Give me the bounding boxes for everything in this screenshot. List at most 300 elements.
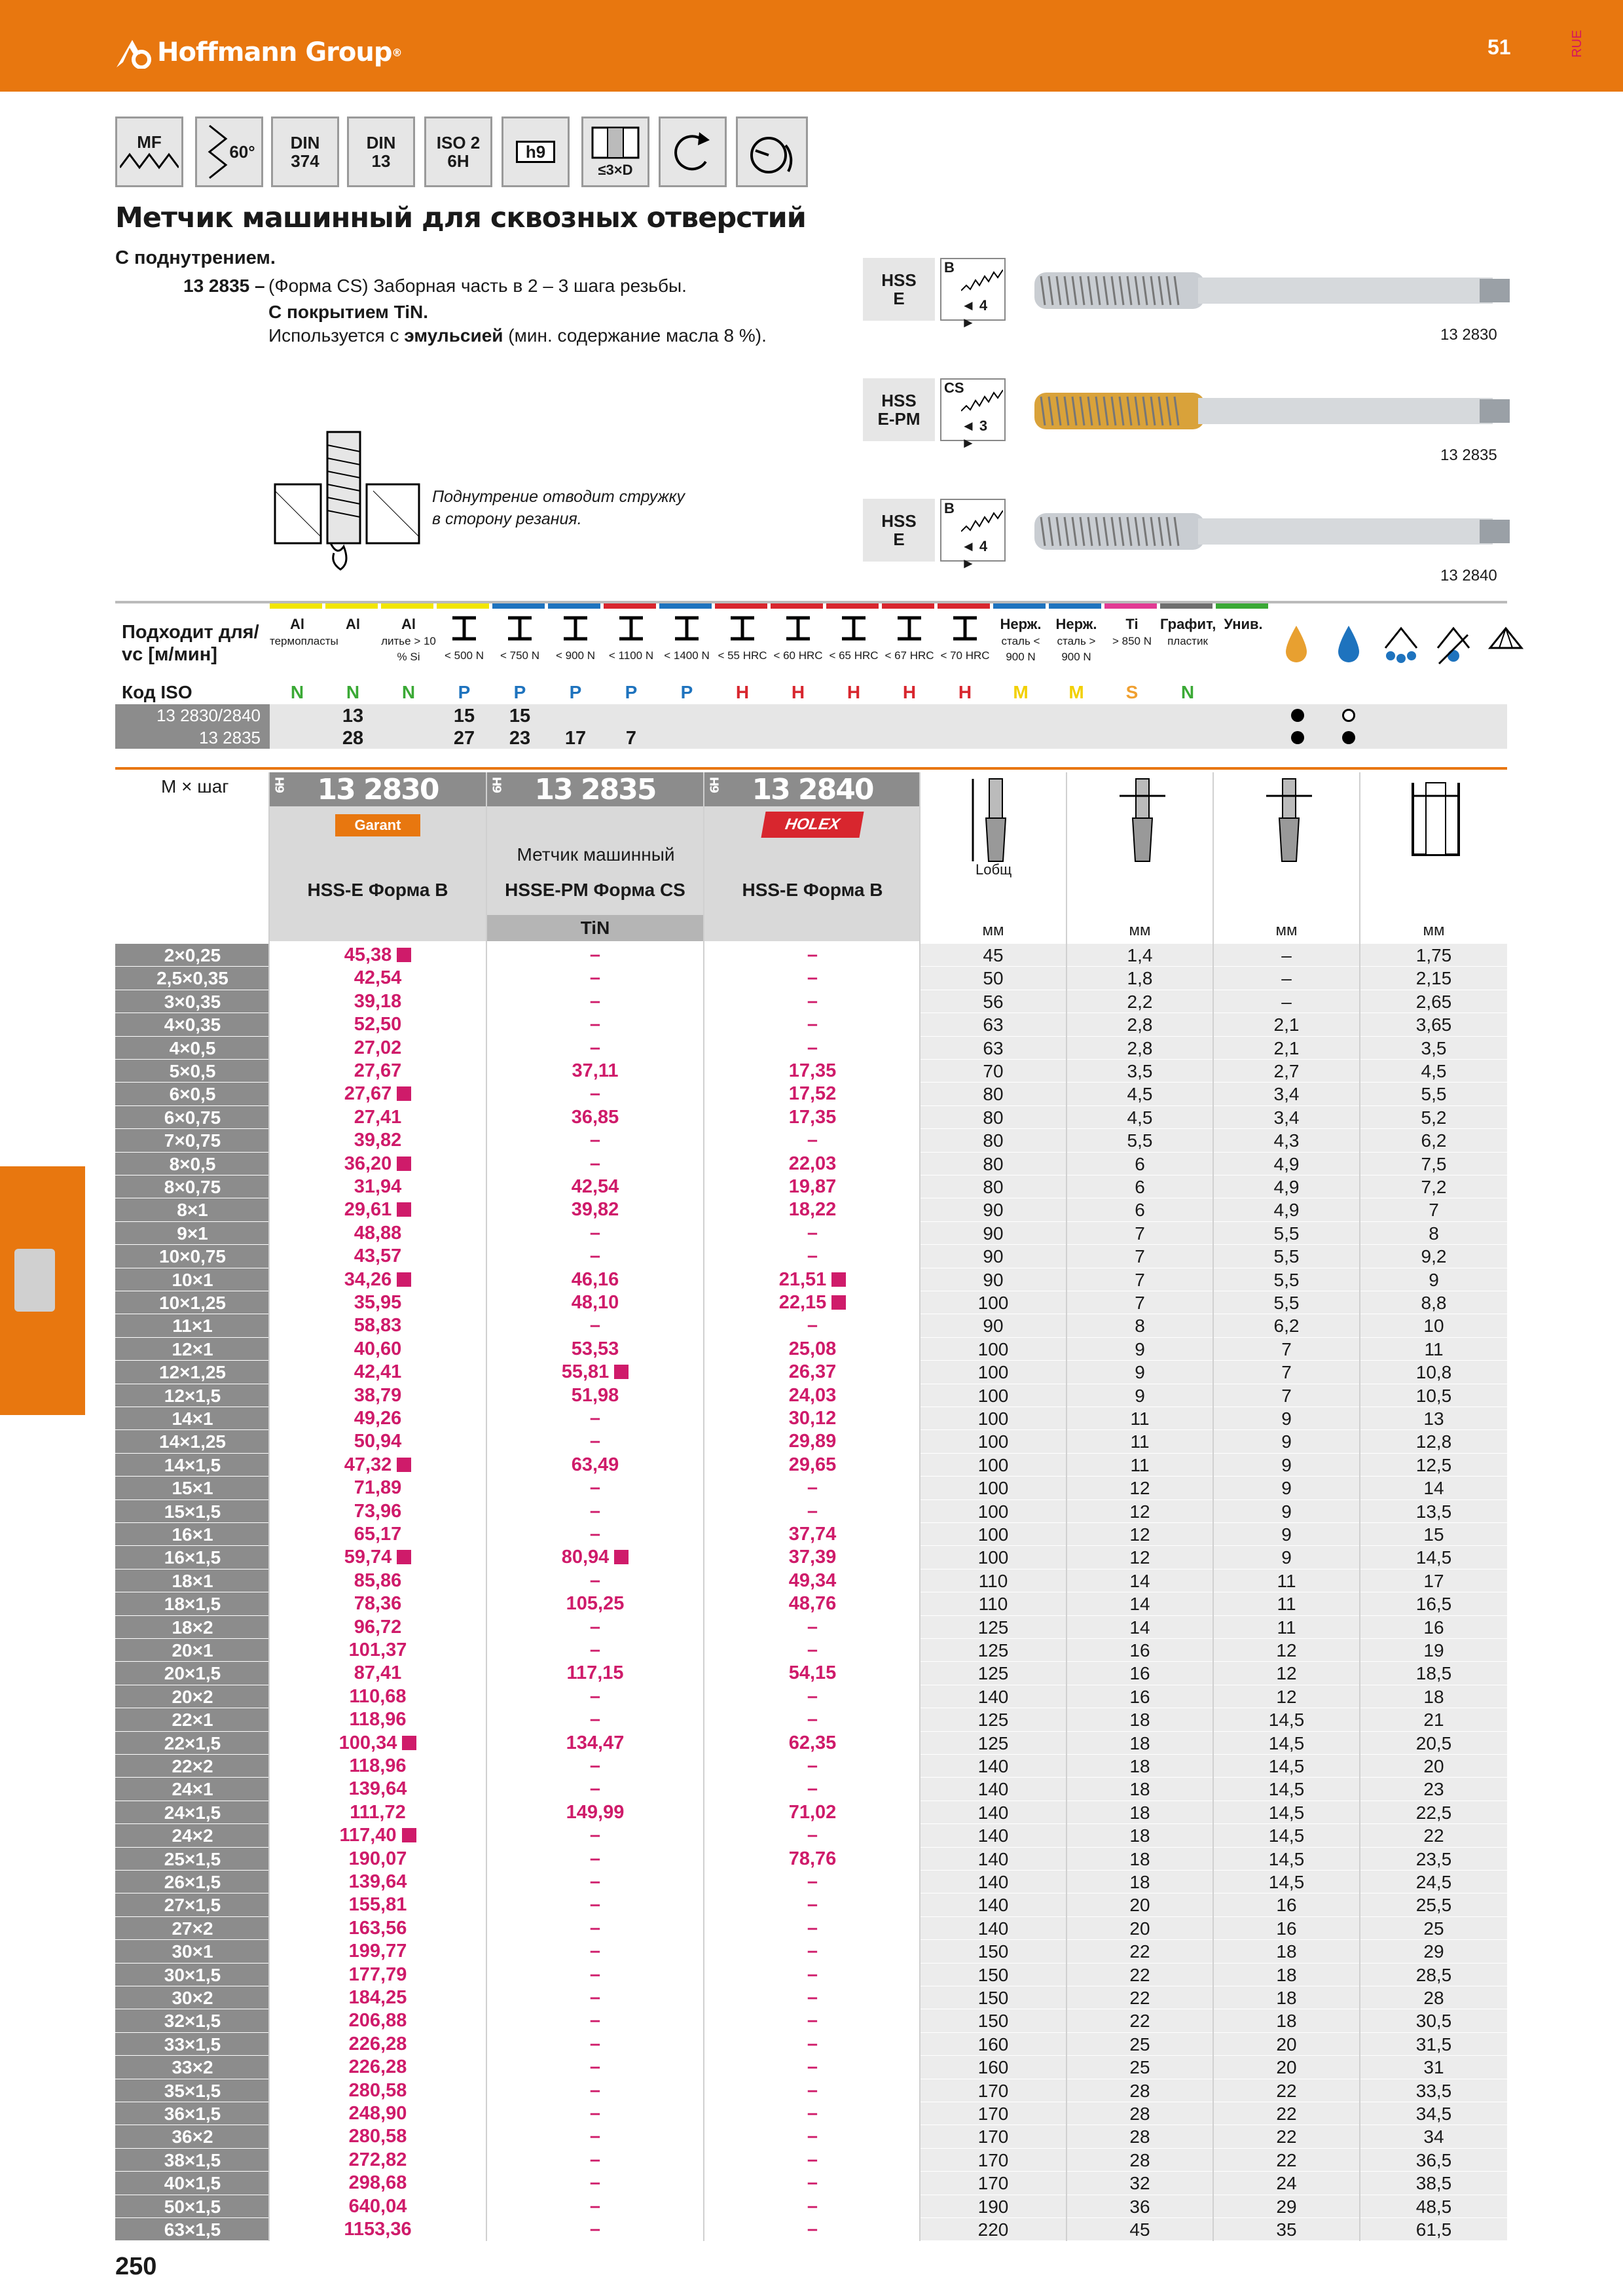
price-cell bbox=[270, 1824, 486, 1847]
dimension-cell: 24 bbox=[1214, 2172, 1359, 2195]
price-value: – bbox=[589, 2126, 601, 2147]
dimension-cell: 6 bbox=[1067, 1175, 1213, 1198]
dimension-cell: 140 bbox=[921, 1848, 1066, 1871]
dimension-cell: 14,5 bbox=[1214, 1848, 1359, 1871]
price-cell bbox=[487, 1801, 703, 1824]
matrix-col-title: Нерж. bbox=[1000, 616, 1042, 632]
price-value: 105,25 bbox=[566, 1593, 625, 1615]
iso-code: M bbox=[1068, 682, 1084, 702]
price-value: – bbox=[589, 1153, 601, 1174]
price-cell bbox=[270, 2195, 486, 2218]
dimension-cell: 18 bbox=[1360, 1685, 1507, 1708]
row-size: 10×1 bbox=[115, 1268, 270, 1291]
dimension-cell: 125 bbox=[921, 1662, 1066, 1685]
air-icon bbox=[1486, 622, 1525, 668]
price-value: 43,57 bbox=[354, 1246, 402, 1267]
garant-logo: Garant bbox=[335, 814, 420, 836]
matrix-color-bar bbox=[548, 603, 600, 609]
dimension-cell: 14 bbox=[1360, 1477, 1507, 1499]
tool-material-l2: E bbox=[893, 289, 905, 308]
price-cell bbox=[487, 1153, 703, 1175]
price-value: 52,50 bbox=[354, 1014, 402, 1035]
price-value: – bbox=[589, 944, 601, 965]
row-size: 27×2 bbox=[115, 1917, 270, 1940]
dimension-cell: 15 bbox=[1360, 1523, 1507, 1546]
dimension-cell: 16 bbox=[1067, 1639, 1213, 1662]
row-size: 22×2 bbox=[115, 1755, 270, 1778]
price-value: – bbox=[589, 1941, 601, 1962]
product-code: 13 2830 bbox=[317, 772, 439, 806]
symbol-line1: DIN bbox=[290, 133, 320, 152]
column-divider bbox=[268, 772, 270, 2241]
dimension-cell: 16 bbox=[1067, 1662, 1213, 1685]
dimension-cell: 140 bbox=[921, 1778, 1066, 1801]
page-number: 51 bbox=[1487, 35, 1511, 59]
price-value: – bbox=[589, 1755, 601, 1776]
price-value: 27,67 bbox=[344, 1083, 392, 1105]
matrix-value: 7 bbox=[625, 728, 637, 749]
table-row bbox=[115, 1893, 1507, 1916]
unit-label: мм bbox=[1129, 922, 1151, 939]
row-divider bbox=[115, 2240, 1507, 2241]
dimension-cell: 170 bbox=[921, 2172, 1066, 2195]
tap-image-0 bbox=[1034, 258, 1512, 323]
dimension-cell: 100 bbox=[921, 1430, 1066, 1453]
dimension-cell: 150 bbox=[921, 1964, 1066, 1986]
price-cell bbox=[270, 1291, 486, 1314]
price-cell bbox=[704, 1477, 921, 1499]
matrix-col-sub: < 70 HRC bbox=[940, 649, 990, 662]
dimension-cell: 170 bbox=[921, 2149, 1066, 2172]
price-value: 49,34 bbox=[788, 1570, 837, 1591]
price-value: – bbox=[589, 2219, 601, 2240]
dimension-cell: 18 bbox=[1214, 1964, 1359, 1986]
tool-material-l1: HSS bbox=[881, 270, 917, 290]
price-value: 62,35 bbox=[788, 1732, 837, 1753]
table-row bbox=[115, 2195, 1507, 2218]
table-row bbox=[115, 2009, 1507, 2032]
symbol-line2: 374 bbox=[291, 151, 319, 171]
symbol-7 bbox=[659, 117, 727, 187]
stock-marker bbox=[402, 1736, 416, 1750]
dimension-cell: 140 bbox=[921, 1755, 1066, 1778]
steel-profile-icon bbox=[728, 615, 757, 641]
price-cell bbox=[270, 1616, 486, 1639]
table-row bbox=[115, 1361, 1507, 1384]
table-row bbox=[115, 1801, 1507, 1824]
dimension-cell: 18 bbox=[1067, 1801, 1213, 1824]
price-value: 100,34 bbox=[338, 1732, 397, 1753]
price-value: 117,40 bbox=[339, 1825, 397, 1846]
price-cell bbox=[270, 1662, 486, 1685]
steel-profile-icon bbox=[561, 615, 590, 641]
price-value: 22,15 bbox=[778, 1292, 827, 1313]
price-value: – bbox=[807, 1709, 818, 1731]
dimension-cell: 12 bbox=[1214, 1639, 1359, 1662]
price-value: – bbox=[807, 2079, 818, 2101]
dimension-cell: 25 bbox=[1360, 1917, 1507, 1940]
dimension-cell: 100 bbox=[921, 1291, 1066, 1314]
price-value: 248,90 bbox=[348, 2103, 407, 2124]
row-size: 2,5×0,35 bbox=[115, 967, 270, 990]
angle-icon bbox=[203, 122, 229, 181]
steel-profile-icon bbox=[450, 615, 479, 641]
dimension-cell: 14,5 bbox=[1214, 1755, 1359, 1778]
dimension-cell: 6,2 bbox=[1360, 1129, 1507, 1152]
symbol-line1: MF bbox=[137, 132, 162, 152]
row-size: 25×1,5 bbox=[115, 1848, 270, 1871]
matrix-value: 23 bbox=[509, 728, 531, 749]
dimension-cell: 4,9 bbox=[1214, 1153, 1359, 1175]
dimension-cell: 18 bbox=[1067, 1871, 1213, 1893]
symbol-line1: 60° bbox=[229, 142, 255, 162]
price-value: 34,26 bbox=[344, 1268, 392, 1290]
dimension-cell: 150 bbox=[921, 1940, 1066, 1963]
price-value: – bbox=[807, 1640, 818, 1660]
row-size: 14×1,5 bbox=[115, 1454, 270, 1477]
iso-code: N bbox=[290, 682, 304, 702]
iso-code: P bbox=[625, 682, 638, 702]
price-value: – bbox=[807, 2219, 818, 2240]
iso-code: M bbox=[1013, 682, 1029, 702]
price-cell bbox=[270, 1430, 486, 1453]
dimension-cell: 2,1 bbox=[1214, 1013, 1359, 1036]
table-row bbox=[115, 1222, 1507, 1245]
price-cell bbox=[270, 1940, 486, 1963]
price-cell bbox=[270, 1384, 486, 1407]
row-size: 16×1 bbox=[115, 1523, 270, 1546]
dimension-cell: 21 bbox=[1360, 1708, 1507, 1731]
table-row bbox=[115, 1940, 1507, 1963]
chamfer-icon bbox=[961, 266, 1003, 292]
price-cell bbox=[487, 1662, 703, 1685]
dimension-cell: 4,9 bbox=[1214, 1198, 1359, 1221]
dimension-cell: 80 bbox=[921, 1106, 1066, 1129]
price-cell bbox=[487, 967, 703, 990]
price-value: – bbox=[589, 2149, 601, 2170]
dimension-cell: 80 bbox=[921, 1083, 1066, 1105]
dimension-cell: 11 bbox=[1360, 1338, 1507, 1361]
table-row bbox=[115, 1083, 1507, 1105]
price-value: 45,38 bbox=[344, 944, 392, 965]
price-value: 59,74 bbox=[344, 1547, 392, 1568]
price-cell bbox=[270, 2009, 486, 2032]
table-row bbox=[115, 1384, 1507, 1407]
tap-section-icon bbox=[14, 1249, 55, 1312]
dimension-cell: 16 bbox=[1214, 1917, 1359, 1940]
table-row bbox=[115, 1986, 1507, 2009]
dimension-cell: 48,5 bbox=[1360, 2195, 1507, 2218]
price-cell bbox=[270, 1153, 486, 1175]
dimension-cell: 34,5 bbox=[1360, 2102, 1507, 2125]
row-size: 18×2 bbox=[115, 1616, 270, 1639]
dimension-cell: 4,5 bbox=[1067, 1106, 1213, 1129]
product-type: HSS-E Форма B bbox=[307, 880, 448, 900]
dimension-cell: 4,5 bbox=[1360, 1060, 1507, 1083]
price-value: 280,58 bbox=[348, 2126, 407, 2147]
price-value: – bbox=[589, 1848, 601, 1869]
matrix-col-sub: < 900 N bbox=[555, 649, 595, 662]
dimension-cell: 22 bbox=[1214, 2149, 1359, 2172]
steel-profile-icon bbox=[839, 615, 868, 641]
price-cell bbox=[270, 1407, 486, 1430]
price-cell bbox=[704, 1848, 921, 1871]
dimension-cell: 100 bbox=[921, 1523, 1066, 1546]
row-size: 30×1 bbox=[115, 1940, 270, 1963]
spray-icon bbox=[1381, 622, 1421, 668]
price-value: – bbox=[807, 1871, 818, 1892]
price-cell bbox=[270, 1848, 486, 1871]
table-row bbox=[115, 1037, 1507, 1060]
price-value: 27,67 bbox=[354, 1060, 402, 1081]
price-cell bbox=[270, 990, 486, 1013]
matrix-color-bar bbox=[492, 603, 545, 609]
price-value: 38,79 bbox=[354, 1384, 402, 1406]
matrix-color-bar bbox=[659, 603, 712, 609]
price-value: 149,99 bbox=[566, 1801, 625, 1823]
dimension-cell: 22 bbox=[1067, 2009, 1213, 2032]
matrix-col-title: Al bbox=[346, 616, 360, 632]
price-value: – bbox=[589, 1083, 601, 1105]
dimension-cell: 170 bbox=[921, 2079, 1066, 2102]
matrix-col-sub: сталь > 900 N bbox=[1057, 635, 1096, 663]
price-cell bbox=[704, 1824, 921, 1847]
dimension-cell: 140 bbox=[921, 1893, 1066, 1916]
price-cell bbox=[270, 1523, 486, 1546]
price-value: 298,68 bbox=[348, 2172, 407, 2194]
price-cell bbox=[704, 1523, 921, 1546]
dimension-cell: 11 bbox=[1214, 1616, 1359, 1639]
matrix-color-bar bbox=[938, 603, 990, 609]
product-type: HSSE-PM Форма CS bbox=[505, 880, 685, 900]
price-cell bbox=[487, 2102, 703, 2125]
price-cell bbox=[487, 1175, 703, 1198]
dimension-cell: 31,5 bbox=[1360, 2033, 1507, 2056]
row-size: 35×1,5 bbox=[115, 2079, 270, 2102]
product-code-header bbox=[270, 772, 486, 806]
dimension-cell: 100 bbox=[921, 1338, 1066, 1361]
price-value: – bbox=[589, 1640, 601, 1660]
matrix-col-sub: < 67 HRC bbox=[884, 649, 934, 662]
price-value: 53,53 bbox=[571, 1338, 619, 1359]
dimension-cell: 18 bbox=[1067, 1824, 1213, 1847]
price-value: – bbox=[807, 2056, 818, 2078]
dimension-cell: 11 bbox=[1067, 1407, 1213, 1430]
price-cell bbox=[270, 1755, 486, 1778]
dimension-cell: 34 bbox=[1360, 2125, 1507, 2148]
price-value: – bbox=[589, 1315, 601, 1336]
tool-material-l2: E bbox=[893, 529, 905, 549]
price-value: 17,35 bbox=[788, 1060, 837, 1081]
price-cell bbox=[487, 1546, 703, 1569]
row-size: 18×1,5 bbox=[115, 1592, 270, 1615]
price-cell bbox=[704, 1384, 921, 1407]
dimension-cell: 80 bbox=[921, 1153, 1066, 1175]
price-value: 226,28 bbox=[348, 2056, 407, 2078]
price-cell bbox=[270, 1314, 486, 1337]
price-value: 177,79 bbox=[348, 1964, 407, 1985]
iso-code: P bbox=[680, 682, 693, 702]
row-size: 8×1 bbox=[115, 1198, 270, 1221]
iso-label: Код ISO bbox=[122, 682, 192, 702]
dimension-cell: 5,5 bbox=[1214, 1268, 1359, 1291]
dimension-cell: 20,5 bbox=[1360, 1732, 1507, 1755]
tool-material-l2: E-PM bbox=[877, 409, 921, 429]
row-size: 27×1,5 bbox=[115, 1893, 270, 1916]
column-divider bbox=[703, 772, 704, 2241]
matrix-col-sub: < 1100 N bbox=[608, 649, 654, 662]
price-value: – bbox=[589, 1871, 601, 1892]
dimension-cell: 22 bbox=[1214, 2102, 1359, 2125]
table-row bbox=[115, 1129, 1507, 1152]
price-cell bbox=[704, 1917, 921, 1940]
dimension-cell: 16,5 bbox=[1360, 1592, 1507, 1615]
price-cell bbox=[487, 1268, 703, 1291]
table-row bbox=[115, 1964, 1507, 1986]
thread-profile-icon bbox=[120, 151, 179, 171]
price-value: 101,37 bbox=[348, 1640, 407, 1660]
dimension-cell: 90 bbox=[921, 1222, 1066, 1245]
row-size: 30×1,5 bbox=[115, 1964, 270, 1986]
price-value: – bbox=[807, 990, 818, 1012]
tolerance-label: 6H bbox=[273, 778, 287, 794]
dimension-cell: 20 bbox=[1214, 2033, 1359, 2056]
price-value: 139,64 bbox=[348, 1778, 407, 1800]
price-value: 63,49 bbox=[571, 1454, 619, 1475]
price-cell bbox=[704, 1060, 921, 1083]
tool-form: CS bbox=[944, 380, 964, 396]
price-value: 37,74 bbox=[788, 1524, 837, 1545]
dimension-cell: 16 bbox=[1067, 1685, 1213, 1708]
price-cell bbox=[487, 1986, 703, 2009]
price-cell bbox=[487, 944, 703, 967]
row-size: 32×1,5 bbox=[115, 2009, 270, 2032]
emulsion-suitability-dot bbox=[1342, 709, 1355, 722]
dimension-cell: 18 bbox=[1214, 1940, 1359, 1963]
table-row bbox=[115, 1546, 1507, 1569]
price-cell bbox=[704, 1198, 921, 1221]
desc-line2: С покрытием TiN. bbox=[268, 302, 429, 322]
price-value: 184,25 bbox=[348, 1987, 407, 2008]
price-value: 21,51 bbox=[778, 1268, 827, 1290]
tool-id-0: 13 2830 bbox=[1440, 326, 1497, 344]
matrix-col-sub: < 1400 N bbox=[664, 649, 710, 662]
coating-label: TiN bbox=[487, 915, 703, 941]
price-cell bbox=[270, 2218, 486, 2241]
emulsion-suitability-dot bbox=[1342, 731, 1355, 744]
price-cell bbox=[487, 1245, 703, 1268]
price-cell bbox=[704, 1755, 921, 1778]
price-cell bbox=[704, 2218, 921, 2241]
price-cell bbox=[270, 1546, 486, 1569]
price-cell bbox=[487, 1708, 703, 1731]
row-size: 8×0,5 bbox=[115, 1153, 270, 1175]
dimension-cell: 4,3 bbox=[1214, 1129, 1359, 1152]
table-row bbox=[115, 2218, 1507, 2241]
price-cell bbox=[704, 2033, 921, 2056]
price-value: 36,20 bbox=[344, 1153, 392, 1174]
tool-pitch: ◄ 4 ► bbox=[961, 297, 988, 331]
dimension-cell: 22 bbox=[1067, 1986, 1213, 2009]
price-value: 48,10 bbox=[571, 1292, 619, 1313]
price-value: 29,61 bbox=[344, 1199, 392, 1221]
matrix-color-bar bbox=[270, 603, 322, 609]
price-cell bbox=[704, 1708, 921, 1731]
price-cell bbox=[270, 2033, 486, 2056]
dimension-cell: 220 bbox=[921, 2218, 1066, 2241]
dimension-cell: 23,5 bbox=[1360, 1848, 1507, 1871]
iso-code: N bbox=[1180, 682, 1195, 702]
price-cell bbox=[704, 1662, 921, 1685]
dimension-cell: 11 bbox=[1214, 1592, 1359, 1615]
price-value: 26,37 bbox=[788, 1361, 837, 1383]
price-cell bbox=[704, 1778, 921, 1801]
dimension-cell: 28 bbox=[1067, 2102, 1213, 2125]
table-row bbox=[115, 1755, 1507, 1778]
price-cell bbox=[270, 1338, 486, 1361]
price-value: 71,89 bbox=[354, 1477, 402, 1499]
price-value: 134,47 bbox=[566, 1732, 625, 1753]
price-cell bbox=[270, 1060, 486, 1083]
dimension-cell: 14,5 bbox=[1214, 1732, 1359, 1755]
price-cell bbox=[704, 1430, 921, 1453]
price-cell bbox=[487, 1060, 703, 1083]
price-cell bbox=[270, 1037, 486, 1060]
price-value: 110,68 bbox=[349, 1685, 407, 1707]
price-value: 29,89 bbox=[788, 1431, 837, 1452]
row-size: 10×0,75 bbox=[115, 1245, 270, 1268]
price-cell bbox=[487, 1083, 703, 1105]
price-cell bbox=[704, 1407, 921, 1430]
tool-pitch: ◄ 3 ► bbox=[961, 418, 988, 451]
iso-code: P bbox=[569, 682, 582, 702]
matrix-value: 13 bbox=[342, 706, 364, 726]
dimension-cell: 150 bbox=[921, 2009, 1066, 2032]
dimension-cell: 18 bbox=[1214, 1986, 1359, 2009]
tool-pitch: ◄ 4 ► bbox=[961, 538, 988, 571]
dimension-cell: 90 bbox=[921, 1268, 1066, 1291]
price-cell bbox=[487, 1198, 703, 1221]
dimension-cell: 14,5 bbox=[1214, 1824, 1359, 1847]
matrix-col-title: Нерж. bbox=[1055, 616, 1097, 632]
col-size-header: M × шаг bbox=[161, 776, 229, 797]
price-cell bbox=[704, 1129, 921, 1152]
dimension-cell: 20 bbox=[1214, 2056, 1359, 2079]
hoffmann-logo-icon bbox=[115, 36, 152, 69]
price-value: 78,36 bbox=[354, 1593, 402, 1615]
dimension-cell: 14 bbox=[1067, 1616, 1213, 1639]
price-cell bbox=[487, 1361, 703, 1384]
dimension-cell: 11 bbox=[1067, 1430, 1213, 1453]
price-value: – bbox=[589, 1014, 601, 1035]
dimension-cell: 2,1 bbox=[1214, 1037, 1359, 1060]
steel-profile-icon bbox=[617, 615, 646, 641]
table-row bbox=[115, 2102, 1507, 2125]
price-value: – bbox=[807, 1500, 818, 1522]
dimension-cell: 9 bbox=[1360, 1268, 1507, 1291]
stock-marker bbox=[402, 1828, 416, 1842]
tool-form: B bbox=[944, 259, 955, 276]
price-value: 48,88 bbox=[354, 1222, 402, 1244]
price-cell bbox=[270, 1013, 486, 1036]
table-row bbox=[115, 1685, 1507, 1708]
price-cell bbox=[487, 2195, 703, 2218]
dimension-cell: 160 bbox=[921, 2033, 1066, 2056]
desc-line1: (Форма CS) Заборная часть в 2 – 3 шага резьбы. bbox=[268, 276, 687, 296]
row-size: 15×1 bbox=[115, 1477, 270, 1499]
dimension-cell: 6 bbox=[1067, 1198, 1213, 1221]
dimension-cell: 24,5 bbox=[1360, 1871, 1507, 1893]
